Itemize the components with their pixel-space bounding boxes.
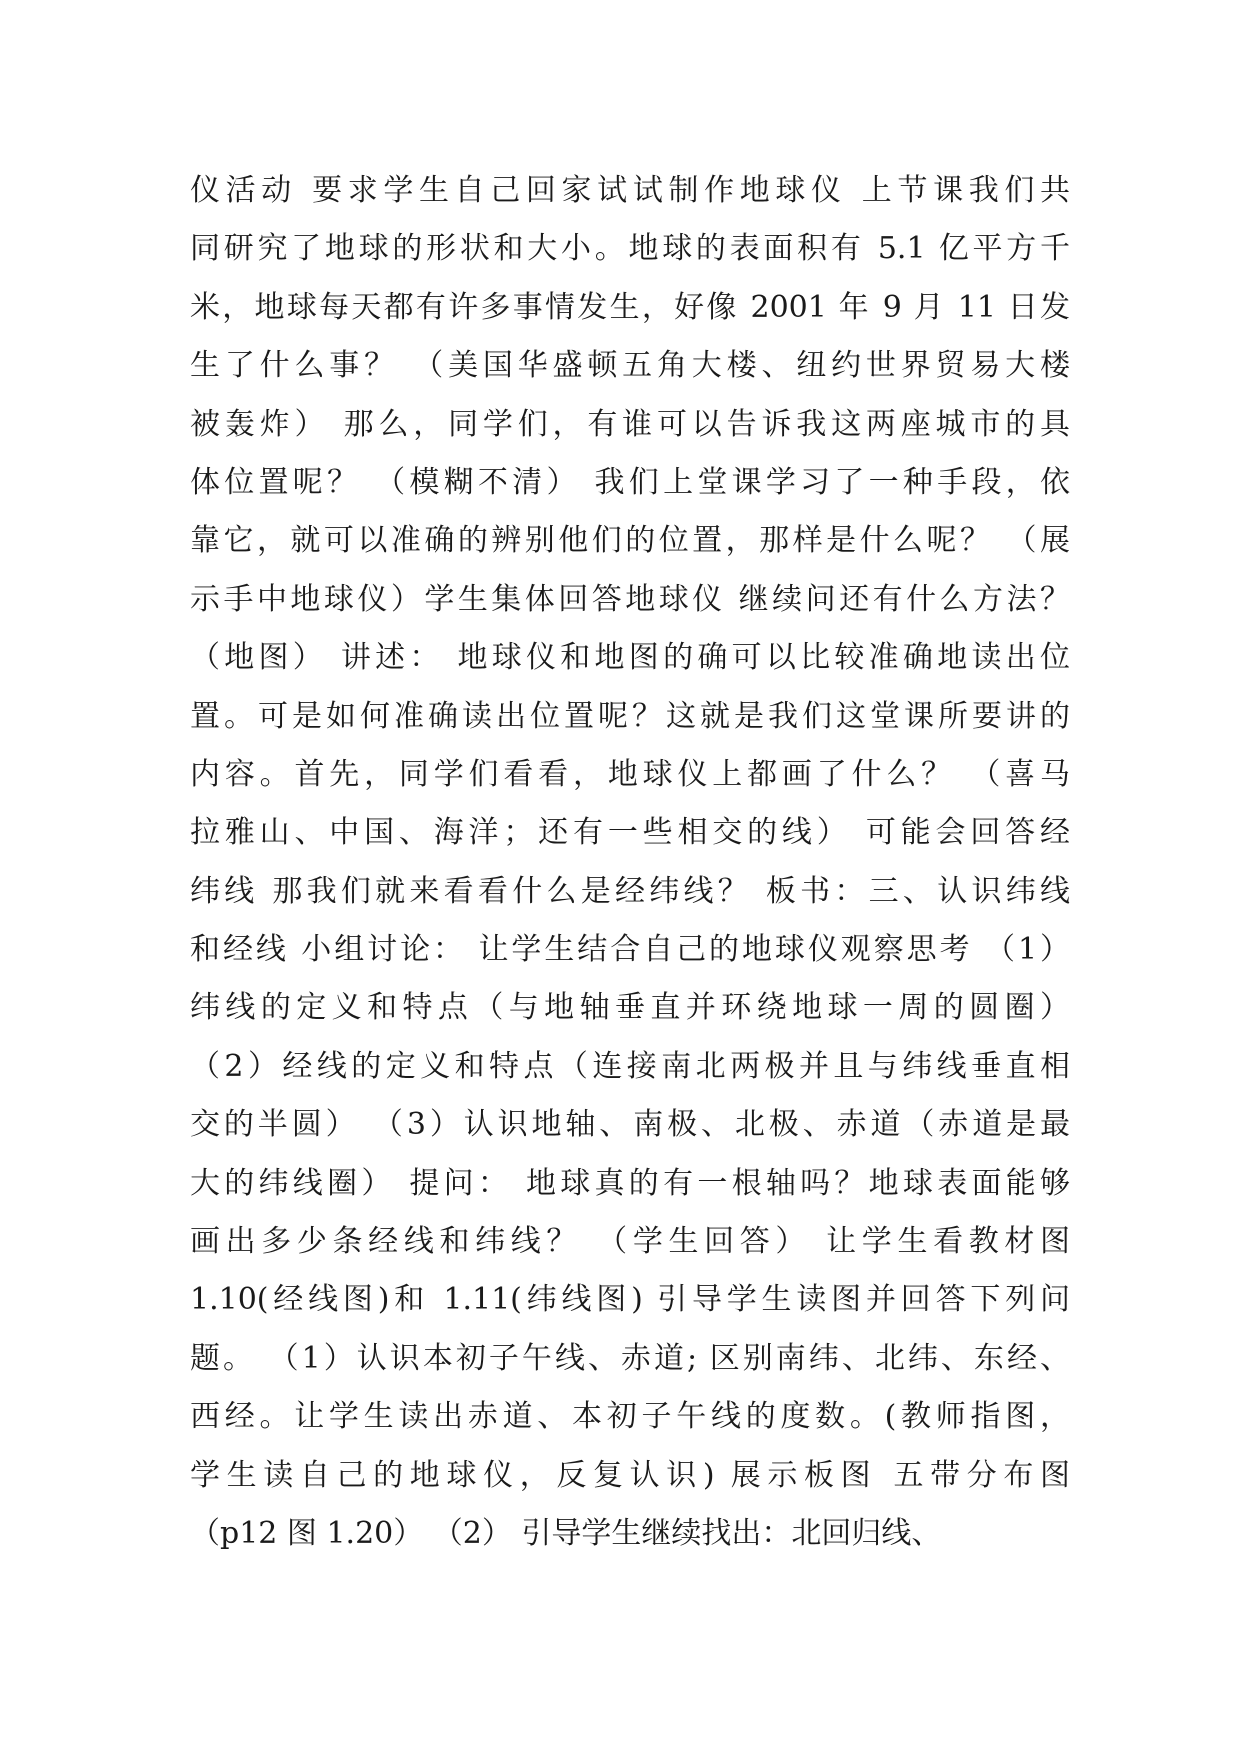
- text-line-13: 纬线 那我们就来看看什么是经纬线？ 板书：三、认识纬线: [190, 873, 1070, 909]
- text-line-4: 生了什么事？ （美国华盛顿五角大楼、纽约世界贸易大楼: [190, 348, 1070, 384]
- text-line-20: 1.10(经线图)和 1.11(纬线图) 引导学生读图并回答下列问: [190, 1282, 1070, 1318]
- text-line-11: 内容。首先，同学们看看，地球仪上都画了什么？ （喜马: [190, 756, 1070, 792]
- text-line-24: （p12 图 1.20） （2） 引导学生继续找出：北回归线、: [190, 1515, 942, 1551]
- text-line-21: 题。 （1）认识本初子午线、赤道; 区别南纬、北纬、东经、: [190, 1340, 1070, 1376]
- text-line-19: 画出多少条经线和纬线？ （学生回答） 让学生看教材图: [190, 1224, 1070, 1260]
- text-line-1: 仪活动 要求学生自己回家试试制作地球仪 上节课我们共: [190, 173, 1070, 208]
- text-line-3: 米，地球每天都有许多事情发生，好像 2001 年 9 月 11 日发: [190, 289, 1070, 325]
- text-line-15: 纬线的定义和特点（与地轴垂直并环绕地球一周的圆圈）: [190, 990, 1070, 1026]
- text-line-10: 置。可是如何准确读出位置呢？这就是我们这堂课所要讲的: [190, 698, 1070, 734]
- text-line-12: 拉雅山、中国、海洋；还有一些相交的线） 可能会回答经: [190, 815, 1070, 851]
- text-line-16: （2）经线的定义和特点（连接南北两极并且与纬线垂直相: [190, 1048, 1070, 1084]
- text-line-23: 学生读自己的地球仪，反复认识) 展示板图 五带分布图: [190, 1457, 1070, 1493]
- text-line-17: 交的半圆） （3）认识地轴、南极、北极、赤道（赤道是最: [190, 1107, 1070, 1143]
- text-line-9: （地图） 讲述： 地球仪和地图的确可以比较准确地读出位: [190, 640, 1070, 676]
- text-line-7: 靠它，就可以准确的辨别他们的位置，那样是什么呢？ （展: [190, 523, 1070, 559]
- text-line-22: 西经。让学生读出赤道、本初子午线的度数。(教师指图，: [190, 1399, 1070, 1435]
- text-line-2: 同研究了地球的形状和大小。地球的表面积有 5.1 亿平方千: [190, 231, 1070, 267]
- text-line-8: 示手中地球仪）学生集体回答地球仪 继续问还有什么方法？: [190, 581, 1070, 617]
- text-line-14: 和经线 小组讨论： 让学生结合自己的地球仪观察思考 （1）: [190, 932, 1070, 968]
- text-line-18: 大的纬线圈） 提问： 地球真的有一根轴吗？地球表面能够: [190, 1165, 1070, 1201]
- text-line-5: 被轰炸） 那么，同学们，有谁可以告诉我这两座城市的具: [190, 406, 1070, 442]
- text-line-6: 体位置呢？ （模糊不清） 我们上堂课学习了一种手段，依: [190, 464, 1070, 500]
- body-text: [190, 162, 1070, 1563]
